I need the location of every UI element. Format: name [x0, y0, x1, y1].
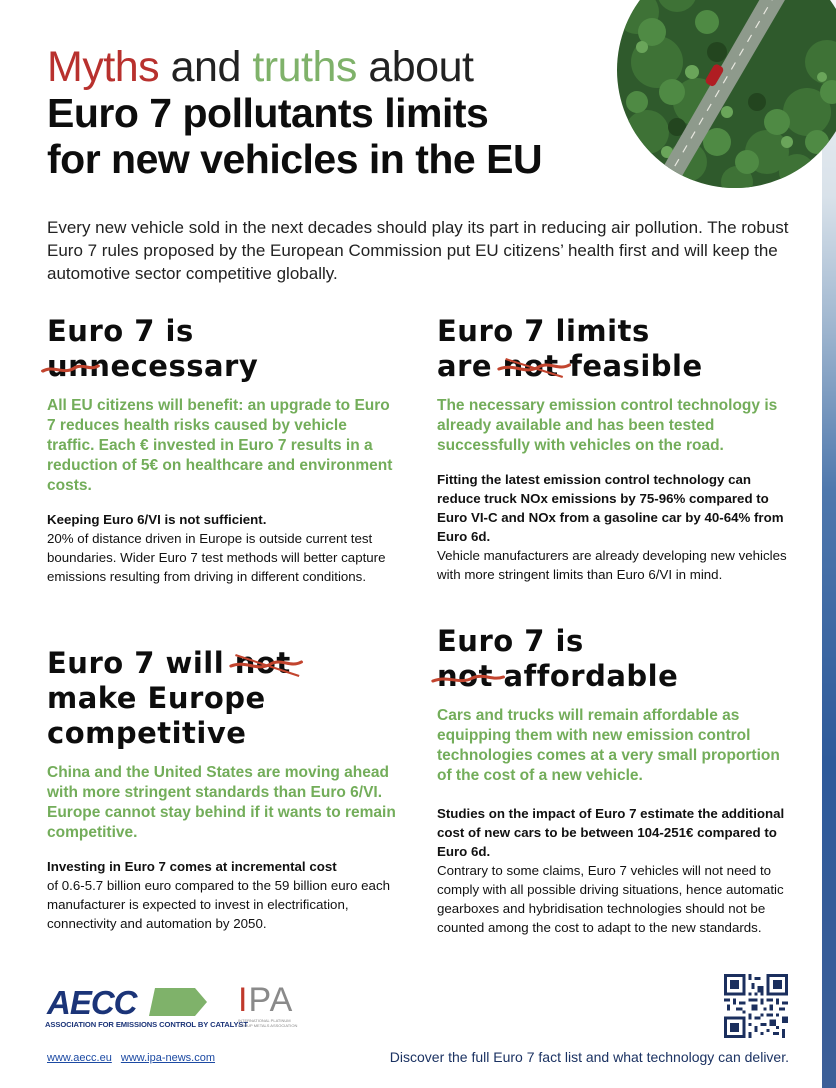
section-body-text: Vehicle manufacturers are already developing new vehicles with more stringent limits than Euro 6/VI in mind.: [437, 548, 787, 582]
forest-road-image: [617, 0, 836, 188]
title-line-2: Euro 7 pollutants limits: [47, 90, 489, 136]
heading-line: [437, 349, 792, 384]
heading-line: [47, 349, 397, 384]
section-body: [47, 857, 397, 933]
footer-links: [47, 1052, 221, 1064]
strike-scribble-icon: [499, 355, 565, 381]
heading-line: [437, 659, 792, 694]
title-truths-word: truths: [252, 43, 357, 91]
section-bold-text: Investing in Euro 7 comes at incremental cost: [47, 859, 337, 874]
section-green-text: All EU citizens will benefit: an upgrade to Euro 7 reduces health risks caused by vehicle traffic. Each € invested in Euro 7 results in a reduction of 5€ on healthcare and environment costs.: [47, 397, 393, 494]
section-body-text: of 0.6-5.7 billion euro compared to the 59 billion euro each manufacturer is expected to invest in electrification, connectivity and automation by 2050.: [47, 878, 390, 931]
aecc-tagline: ASSOCIATION FOR EMISSIONS CONTROL BY CATALYST: [45, 1020, 248, 1029]
struck-text: not: [437, 659, 493, 693]
section-bold-text: Studies on the impact of Euro 7 estimate the additional cost of new cars to be between 104-251€ compared to Euro 6d.: [437, 806, 785, 859]
heading-line: Euro 7 limits: [437, 314, 650, 348]
struck-word: [235, 646, 291, 681]
section-green-text: The necessary emission control technology is already available and has been tested successfully with vehicles on the road.: [437, 397, 778, 454]
struck-word: [47, 349, 89, 384]
ipa-logo[interactable]: [238, 982, 308, 1032]
section-green-text: China and the United States are moving ahead with more stringent standards than Euro 6/VI. Europe cannot stay behind if it wants to remain competitive.: [47, 764, 396, 841]
heading-rest: feasible: [569, 349, 703, 383]
forest-road-photo: [617, 0, 836, 188]
section-unnecessary: [47, 314, 397, 586]
heading-prefix: Euro 7 will: [47, 646, 225, 680]
title-and-word: and: [170, 43, 241, 91]
section-heading: [47, 314, 397, 384]
heading-rest: affordable: [503, 659, 679, 693]
title-line-3: for new vehicles in the EU: [47, 136, 543, 182]
section-body-text: 20% of distance driven in Europe is outside current test boundaries. Wider Euro 7 test methods will better capture emissions resulting from driving in different conditions.: [47, 531, 386, 584]
aecc-logo-icon: [45, 984, 215, 1020]
struck-word: [503, 349, 559, 384]
heading-line: [47, 646, 397, 681]
heading-line: Euro 7 is: [437, 624, 584, 658]
aecc-logo[interactable]: [45, 984, 248, 1034]
struck-text: not: [234, 646, 291, 680]
strike-scribble-icon: [231, 652, 297, 678]
struck-text: not: [502, 349, 559, 383]
title-about-word: about: [368, 43, 474, 91]
qr-code-icon: [724, 974, 788, 1038]
strike-scribble-icon: [433, 665, 499, 691]
section-heading: [437, 624, 792, 694]
section-bold-text: Fitting the latest emission control technology can reduce truck NOx emissions by 75-96% compared to Euro VI-C and NOx from a gasoline car by 40-64% from Euro 6d.: [437, 472, 784, 544]
ipa-letters: PA: [248, 981, 294, 1019]
section-competitive: [47, 646, 397, 933]
struck-text: un: [47, 349, 90, 383]
struck-word: [437, 659, 493, 694]
ipa-subtitle: INTERNATIONAL PLATINUM GROUP METALS ASSOCIATION: [238, 1018, 298, 1028]
title-myths-word: Myths: [47, 43, 160, 91]
section-body: [437, 470, 792, 584]
heading-line: competitive: [47, 716, 247, 750]
aecc-wordmark: AECC: [47, 984, 137, 1020]
footer-cta: Discover the full Euro 7 fact list and what technology can deliver.: [389, 1049, 789, 1065]
section-body: [47, 510, 397, 586]
section-body-text: Contrary to some claims, Euro 7 vehicles will not need to comply with all possible driving situations, hence automatic gearboxes and hybridisation technologies should not be counted among the cost to adapt to the new standards.: [437, 863, 784, 935]
side-gradient-bar: [822, 0, 836, 1088]
heading-line: make Europe: [47, 681, 266, 715]
section-affordable: [437, 624, 792, 937]
ipa-letter: I: [238, 981, 249, 1019]
section-bold-text: Keeping Euro 6/VI is not sufficient.: [47, 512, 267, 527]
ipa-wordmark: [238, 982, 308, 1018]
heading-prefix: are: [437, 349, 493, 383]
aecc-link[interactable]: www.aecc.eu: [47, 1052, 112, 1064]
ipa-link[interactable]: www.ipa-news.com: [120, 1052, 216, 1064]
section-heading: [47, 646, 397, 751]
qr-code[interactable]: [724, 974, 788, 1038]
section-green-text: Cars and trucks will remain affordable as equipping them with new emission control technologies comes at a very small proportion of the cost of a new vehicle.: [437, 707, 780, 784]
heading-rest: necessary: [89, 349, 259, 383]
intro-paragraph: Every new vehicle sold in the next decades should play its part in reducing air pollution. The robust Euro 7 rules proposed by the European Commission put EU citizens’ health first and will keep the automotive sector competitive globally.: [47, 218, 789, 283]
section-feasible: [437, 314, 792, 584]
strike-scribble-icon: [43, 355, 95, 381]
section-heading: [437, 314, 792, 384]
page-title: [47, 44, 542, 182]
section-body: [437, 804, 792, 937]
heading-line: Euro 7 is: [47, 314, 194, 348]
